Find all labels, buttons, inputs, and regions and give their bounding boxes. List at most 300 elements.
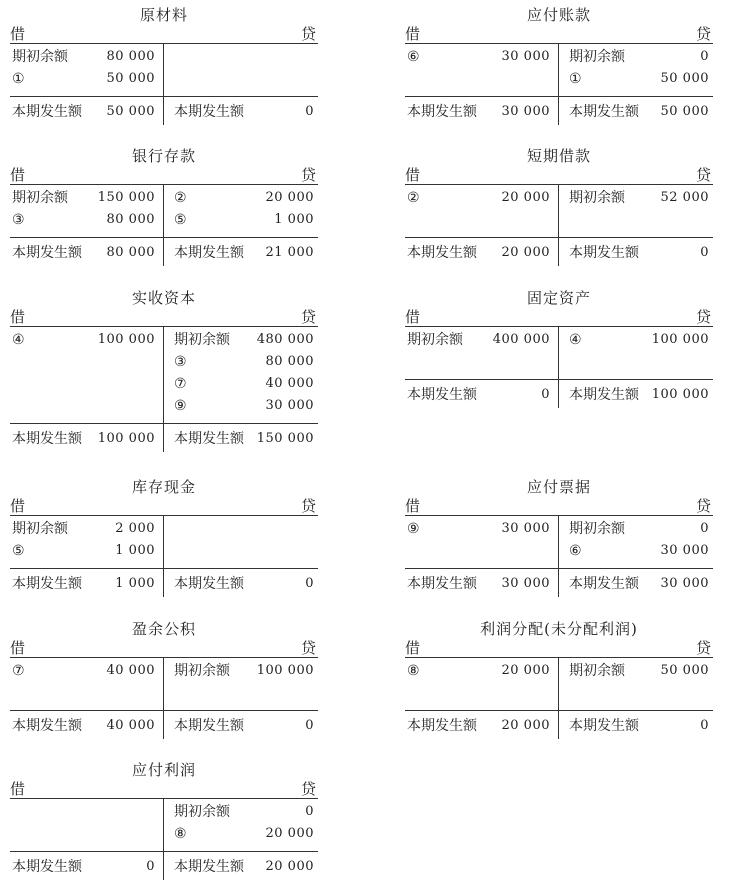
account-header [405, 497, 713, 516]
credit-label: 贷 [300, 308, 316, 326]
account-title: 应付利润 [131, 761, 196, 779]
t-account-paid-in-capital [10, 288, 318, 452]
entry-amount: 0 [700, 521, 709, 536]
account-header [10, 166, 318, 185]
total-label: 本期发生额 [569, 245, 639, 261]
debit-label: 借 [10, 497, 26, 515]
debit-label: 借 [10, 780, 26, 798]
entry-amount: 40 000 [265, 376, 314, 391]
account-header [405, 166, 713, 185]
total-amount: 0 [700, 245, 709, 260]
entry-row [559, 68, 713, 90]
debit-label: 借 [405, 308, 421, 326]
entry-row [164, 395, 318, 417]
entry-amount: 2 000 [115, 521, 155, 536]
total-row [10, 240, 163, 266]
debit-total [10, 238, 164, 266]
account-header [10, 639, 318, 658]
credit-side [164, 658, 318, 710]
total-amount: 30 000 [501, 104, 550, 119]
entry-label: 期初余额 [12, 49, 68, 65]
debit-side [405, 516, 559, 568]
entry-amount: 100 000 [97, 332, 155, 347]
total-row [559, 99, 713, 125]
credit-label: 贷 [695, 639, 711, 657]
account-header [405, 25, 713, 44]
entry-label: ⑦ [12, 663, 25, 679]
entry-row [405, 209, 558, 231]
entry-row [164, 187, 318, 209]
total-label: 本期发生额 [12, 245, 82, 261]
account-entries [405, 658, 713, 710]
totals-divider [10, 237, 318, 238]
total-amount: 100 000 [97, 431, 155, 446]
period-totals [10, 424, 318, 452]
debit-label: 借 [405, 166, 421, 184]
entry-label: 期初余额 [569, 663, 625, 679]
total-amount: 20 000 [265, 859, 314, 874]
account-title: 利润分配(未分配利润) [480, 620, 638, 638]
totals-divider [10, 851, 318, 852]
totals-divider [10, 710, 318, 711]
total-amount: 0 [305, 718, 314, 733]
entry-amount: 0 [700, 49, 709, 64]
entry-amount: 1 000 [115, 543, 155, 558]
entry-amount: 40 000 [106, 663, 155, 678]
entry-label: ⑦ [174, 376, 187, 392]
entry-row [405, 682, 558, 704]
account-entries [10, 516, 318, 568]
entry-row [10, 187, 163, 209]
account-title: 固定资产 [526, 289, 591, 307]
debit-total [10, 852, 164, 880]
total-label: 本期发生额 [12, 718, 82, 734]
account-entries [10, 44, 318, 96]
debit-side [10, 44, 164, 96]
entry-label: ① [569, 71, 582, 87]
total-label: 本期发生额 [407, 104, 477, 120]
debit-label: 借 [10, 25, 26, 43]
credit-total [559, 711, 713, 739]
total-row [559, 571, 713, 597]
account-entries [405, 44, 713, 96]
debit-total [405, 238, 559, 266]
total-row [405, 713, 558, 739]
account-title: 银行存款 [131, 147, 196, 165]
entry-row [10, 682, 163, 704]
period-totals [405, 569, 713, 597]
t-account-surplus-reserve [10, 619, 318, 739]
debit-label: 借 [405, 25, 421, 43]
total-row [164, 854, 318, 880]
total-label: 本期发生额 [12, 859, 82, 875]
account-entries [10, 658, 318, 710]
totals-divider [405, 237, 713, 238]
credit-label: 贷 [300, 166, 316, 184]
debit-side [10, 799, 164, 851]
debit-total [10, 711, 164, 739]
credit-label: 贷 [695, 166, 711, 184]
totals-divider [405, 379, 713, 380]
total-amount: 0 [305, 576, 314, 591]
total-label: 本期发生额 [174, 104, 244, 120]
entry-row [10, 540, 163, 562]
entry-row [164, 329, 318, 351]
period-totals [10, 97, 318, 125]
total-amount: 50 000 [660, 104, 709, 119]
debit-label: 借 [10, 639, 26, 657]
debit-side [10, 516, 164, 568]
period-totals [405, 97, 713, 125]
account-title: 盈余公积 [131, 620, 196, 638]
entry-row [164, 351, 318, 373]
entry-label: ⑧ [407, 663, 420, 679]
credit-total [164, 424, 318, 452]
period-totals [405, 380, 713, 408]
total-label: 本期发生额 [569, 104, 639, 120]
entry-amount: 20 000 [265, 826, 314, 841]
total-row [10, 99, 163, 125]
entry-label: ① [12, 71, 25, 87]
total-label: 本期发生额 [174, 576, 244, 592]
entry-label: ② [407, 190, 420, 206]
entry-row [405, 518, 558, 540]
entry-amount: 1 000 [274, 212, 314, 227]
entry-amount: 80 000 [265, 354, 314, 369]
entry-amount: 400 000 [492, 332, 550, 347]
total-amount: 30 000 [660, 576, 709, 591]
total-label: 本期发生额 [174, 245, 244, 261]
credit-label: 贷 [695, 497, 711, 515]
total-row [559, 713, 713, 739]
credit-side [164, 516, 318, 568]
entry-amount: 30 000 [501, 521, 550, 536]
total-label: 本期发生额 [174, 718, 244, 734]
entry-label: 期初余额 [407, 332, 463, 348]
entry-label: 期初余额 [12, 190, 68, 206]
credit-label: 贷 [695, 25, 711, 43]
total-row [10, 426, 163, 452]
debit-total [405, 711, 559, 739]
t-account-bank-deposits [10, 146, 318, 266]
t-account-accounts-payable [405, 5, 713, 125]
account-entries [405, 327, 713, 379]
entry-label: ③ [174, 354, 187, 370]
account-title: 实收资本 [131, 289, 196, 307]
debit-side [10, 658, 164, 710]
credit-side [559, 327, 713, 379]
credit-total [164, 711, 318, 739]
entry-row [10, 395, 163, 417]
debit-total [10, 97, 164, 125]
credit-label: 贷 [300, 497, 316, 515]
entry-row [559, 682, 713, 704]
credit-side [164, 799, 318, 851]
period-totals [405, 711, 713, 739]
entry-label: ④ [569, 332, 582, 348]
total-label: 本期发生额 [12, 431, 82, 447]
entry-label: ⑥ [569, 543, 582, 559]
debit-label: 借 [10, 166, 26, 184]
t-account-profit-payable [10, 760, 318, 880]
credit-side [164, 327, 318, 423]
credit-total [559, 238, 713, 266]
entry-row [405, 351, 558, 373]
total-row [405, 240, 558, 266]
entry-row [10, 823, 163, 845]
entry-row [10, 373, 163, 395]
account-entries [405, 516, 713, 568]
credit-side [164, 185, 318, 237]
total-amount: 20 000 [501, 245, 550, 260]
totals-divider [405, 568, 713, 569]
debit-label: 借 [405, 639, 421, 657]
t-account-short-term-loans [405, 146, 713, 266]
entry-amount: 100 000 [256, 663, 314, 678]
credit-side [559, 516, 713, 568]
credit-total [559, 380, 713, 408]
entry-amount: 50 000 [106, 71, 155, 86]
total-label: 本期发生额 [12, 104, 82, 120]
totals-divider [405, 96, 713, 97]
account-header [405, 308, 713, 327]
total-label: 本期发生额 [407, 387, 477, 403]
entry-row [164, 209, 318, 231]
account-entries [10, 327, 318, 423]
total-row [10, 713, 163, 739]
entry-row [10, 351, 163, 373]
entry-row [559, 209, 713, 231]
account-header [10, 25, 318, 44]
debit-total [405, 97, 559, 125]
total-row [164, 571, 318, 597]
total-label: 本期发生额 [174, 859, 244, 875]
credit-label: 贷 [300, 25, 316, 43]
credit-label: 贷 [695, 308, 711, 326]
total-amount: 150 000 [256, 431, 314, 446]
total-label: 本期发生额 [569, 387, 639, 403]
total-amount: 30 000 [501, 576, 550, 591]
entry-row [559, 351, 713, 373]
total-amount: 20 000 [501, 718, 550, 733]
entry-row [10, 801, 163, 823]
total-row [164, 99, 318, 125]
credit-total [164, 238, 318, 266]
total-row [164, 240, 318, 266]
entry-row [164, 373, 318, 395]
entry-amount: 100 000 [651, 332, 709, 347]
entry-amount: 30 000 [660, 543, 709, 558]
entry-row [164, 823, 318, 845]
debit-side [10, 327, 164, 423]
entry-row [405, 46, 558, 68]
t-account-profit-distribution [405, 619, 713, 739]
entry-label: ⑨ [407, 521, 420, 537]
entry-amount: 80 000 [106, 212, 155, 227]
credit-total [164, 569, 318, 597]
total-label: 本期发生额 [407, 718, 477, 734]
account-title: 应付账款 [526, 6, 591, 24]
entry-amount: 20 000 [501, 190, 550, 205]
credit-total [164, 97, 318, 125]
entry-row [405, 187, 558, 209]
totals-divider [10, 568, 318, 569]
account-title: 应付票据 [526, 478, 591, 496]
total-amount: 0 [700, 718, 709, 733]
credit-total [559, 569, 713, 597]
debit-side [405, 658, 559, 710]
account-header [10, 780, 318, 799]
t-account-notes-payable [405, 477, 713, 597]
credit-label: 贷 [300, 639, 316, 657]
total-row [405, 571, 558, 597]
total-label: 本期发生额 [407, 245, 477, 261]
entry-row [164, 682, 318, 704]
total-amount: 21 000 [265, 245, 314, 260]
total-label: 本期发生额 [569, 576, 639, 592]
entry-label: ⑧ [174, 826, 187, 842]
entry-row [405, 329, 558, 351]
account-entries [10, 799, 318, 851]
entry-label: 期初余额 [174, 332, 230, 348]
entry-row [559, 187, 713, 209]
entry-row [164, 660, 318, 682]
total-row [405, 99, 558, 125]
entry-row [405, 68, 558, 90]
credit-side [164, 44, 318, 96]
entry-label: 期初余额 [569, 190, 625, 206]
entry-row [10, 660, 163, 682]
entry-label: ⑤ [12, 543, 25, 559]
credit-side [559, 658, 713, 710]
debit-label: 借 [10, 308, 26, 326]
entry-row [559, 660, 713, 682]
total-amount: 40 000 [106, 718, 155, 733]
account-entries [10, 185, 318, 237]
entry-row [164, 518, 318, 540]
total-amount: 0 [305, 104, 314, 119]
account-title: 短期借款 [526, 147, 591, 165]
total-label: 本期发生额 [12, 576, 82, 592]
period-totals [10, 852, 318, 880]
entry-label: 期初余额 [569, 521, 625, 537]
t-account-raw-materials [10, 5, 318, 125]
entry-amount: 30 000 [501, 49, 550, 64]
t-account-fixed-assets [405, 288, 713, 408]
total-amount: 0 [146, 859, 155, 874]
debit-total [405, 569, 559, 597]
total-label: 本期发生额 [407, 576, 477, 592]
credit-total [559, 97, 713, 125]
total-row [10, 571, 163, 597]
entry-row [559, 540, 713, 562]
entry-label: 期初余额 [174, 804, 230, 820]
total-amount: 1 000 [115, 576, 155, 591]
total-amount: 0 [541, 387, 550, 402]
entry-label: ③ [12, 212, 25, 228]
total-amount: 80 000 [106, 245, 155, 260]
debit-label: 借 [405, 497, 421, 515]
entry-label: ④ [12, 332, 25, 348]
total-label: 本期发生额 [174, 431, 244, 447]
entry-row [10, 329, 163, 351]
entry-row [405, 540, 558, 562]
entry-row [164, 540, 318, 562]
period-totals [10, 569, 318, 597]
entry-row [164, 801, 318, 823]
entry-label: ② [174, 190, 187, 206]
debit-side [405, 327, 559, 379]
period-totals [10, 238, 318, 266]
total-amount: 50 000 [106, 104, 155, 119]
entry-amount: 52 000 [660, 190, 709, 205]
entry-row [164, 46, 318, 68]
account-header [10, 308, 318, 327]
credit-side [559, 44, 713, 96]
debit-side [405, 185, 559, 237]
entry-row [10, 68, 163, 90]
account-header [405, 639, 713, 658]
entry-label: ⑥ [407, 49, 420, 65]
credit-total [164, 852, 318, 880]
entry-label: 期初余额 [12, 521, 68, 537]
debit-side [10, 185, 164, 237]
entry-label: ⑨ [174, 398, 187, 414]
debit-total [10, 424, 164, 452]
account-title: 原材料 [139, 6, 188, 24]
entry-label: ⑤ [174, 212, 187, 228]
entry-amount: 20 000 [501, 663, 550, 678]
total-row [164, 713, 318, 739]
entry-row [164, 68, 318, 90]
credit-label: 贷 [300, 780, 316, 798]
total-row [405, 382, 558, 408]
account-entries [405, 185, 713, 237]
entry-label: 期初余额 [569, 49, 625, 65]
credit-side [559, 185, 713, 237]
entry-amount: 20 000 [265, 190, 314, 205]
debit-total [10, 569, 164, 597]
entry-row [405, 660, 558, 682]
entry-row [559, 329, 713, 351]
period-totals [405, 238, 713, 266]
entry-label: 期初余额 [174, 663, 230, 679]
total-amount: 100 000 [651, 387, 709, 402]
total-row [559, 382, 713, 408]
total-row [559, 240, 713, 266]
entry-amount: 0 [305, 804, 314, 819]
period-totals [10, 711, 318, 739]
entry-amount: 30 000 [265, 398, 314, 413]
entry-amount: 50 000 [660, 71, 709, 86]
entry-amount: 480 000 [256, 332, 314, 347]
debit-side [405, 44, 559, 96]
entry-row [10, 209, 163, 231]
totals-divider [10, 96, 318, 97]
entry-row [10, 518, 163, 540]
t-account-cash-on-hand [10, 477, 318, 597]
totals-divider [10, 423, 318, 424]
entry-row [10, 46, 163, 68]
account-title: 库存现金 [131, 478, 196, 496]
account-header [10, 497, 318, 516]
total-row [164, 426, 318, 452]
total-row [10, 854, 163, 880]
total-label: 本期发生额 [569, 718, 639, 734]
entry-amount: 50 000 [660, 663, 709, 678]
entry-row [559, 518, 713, 540]
entry-amount: 80 000 [106, 49, 155, 64]
